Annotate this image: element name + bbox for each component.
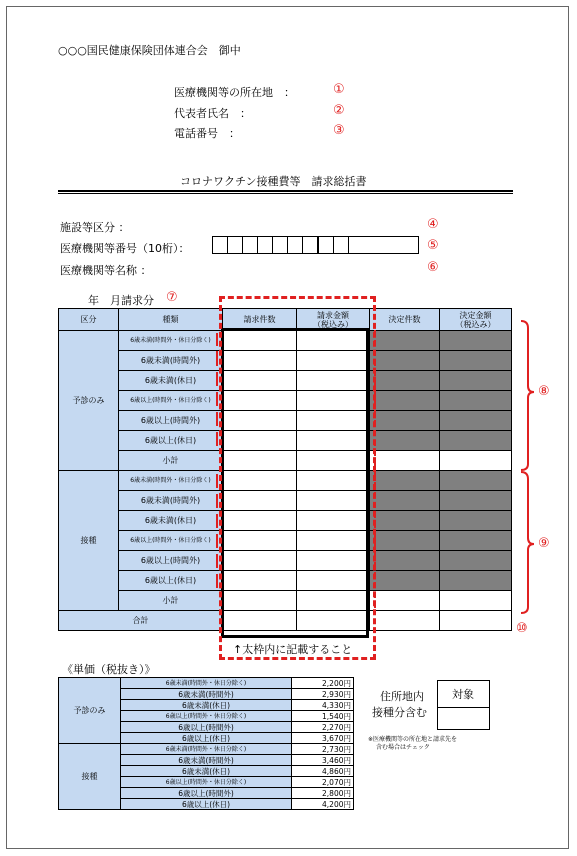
marker-6: ⑥	[427, 260, 439, 275]
address-box-note-1: ※医療機関等の所在地と請求先を	[368, 736, 458, 743]
facility-code-label: 医療機関等番号（10桁）：	[60, 242, 190, 255]
price-value: 2,800円	[292, 788, 354, 799]
price-row-label: 6歳以上(時間外・休日分除く)	[121, 711, 292, 722]
address-box-checkbox[interactable]	[438, 707, 490, 730]
address-box-note-2: 含む場合はチェック	[376, 744, 430, 751]
row-label: 6歳以上(時間外・休日分除く)	[119, 531, 223, 551]
price-row-label: 6歳以上(時間外)	[121, 788, 292, 799]
row-label: 6歳未満(休日)	[119, 511, 223, 531]
row-label: 6歳未満(休日)	[119, 371, 223, 391]
group-sesshu: 接種	[59, 471, 119, 611]
address-label: 医療機関等の所在地 ：	[174, 86, 295, 99]
marker-3: ③	[333, 123, 345, 138]
price-row-label: 6歳未満(時間外・休日分除く)	[121, 678, 292, 689]
price-row-label: 6歳未満(休日)	[121, 700, 292, 711]
row-label: 6歳以上(時間外)	[119, 551, 223, 571]
price-row-label: 6歳以上(時間外・休日分除く)	[121, 777, 292, 788]
row-label: 6歳以上(休日)	[119, 571, 223, 591]
row-label: 6歳未満(時間外)	[119, 351, 223, 371]
representative-label: 代表者氏名 ：	[174, 107, 251, 120]
price-value: 3,460円	[292, 755, 354, 766]
row-label: 6歳以上(時間外・休日分除く)	[119, 391, 223, 411]
price-row-label: 6歳未満(休日)	[121, 766, 292, 777]
price-value: 1,540円	[292, 711, 354, 722]
row-label: 6歳未満(時間外・休日分除く)	[119, 331, 223, 351]
price-row-label: 6歳以上(休日)	[121, 799, 292, 810]
price-row-label: 6歳未満(時間外)	[121, 755, 292, 766]
marker-10: ⑩	[516, 621, 528, 636]
price-group-yoshin-only: 予診のみ	[59, 678, 121, 744]
header-claim-amount: 請求金額 （税込み）	[297, 309, 370, 331]
header-shurui: 種類	[119, 309, 223, 331]
price-row-label: 6歳未満(時間外・休日分除く)	[121, 744, 292, 755]
telephone-label: 電話番号 ：	[174, 127, 240, 140]
header-decided-count: 決定件数	[370, 309, 440, 331]
unit-price-title: 《単価（税抜き）》	[62, 663, 156, 676]
document-title: コロナワクチン接種費等 請求総括書	[180, 175, 367, 188]
price-value: 3,670円	[292, 733, 354, 744]
marker-1: ①	[333, 82, 345, 97]
marker-4: ④	[427, 217, 439, 232]
row-label: 6歳以上(休日)	[119, 431, 223, 451]
price-value: 2,730円	[292, 744, 354, 755]
row-label: 6歳未満(時間外)	[119, 491, 223, 511]
unit-price-table	[58, 677, 354, 810]
price-value: 2,070円	[292, 777, 354, 788]
address-box-target-label: 対象	[452, 688, 474, 701]
price-row-label: 6歳以上(時間外)	[121, 722, 292, 733]
billing-month-label: 年 月請求分	[88, 294, 154, 307]
marker-2: ②	[333, 103, 345, 118]
facility-name-label: 医療機関等名称 ：	[60, 264, 152, 277]
subtotal-label: 小計	[119, 451, 223, 471]
thick-frame-note: ↑太枠内に記載すること	[233, 643, 353, 656]
price-value: 4,200円	[292, 799, 354, 810]
header-kubun: 区分	[59, 309, 119, 331]
row-label: 6歳未満(時間外・休日分除く)	[119, 471, 223, 491]
price-value: 4,330円	[292, 700, 354, 711]
header-claim-count: 請求件数	[223, 309, 297, 331]
price-value: 4,860円	[292, 766, 354, 777]
subtotal-label: 小計	[119, 591, 223, 611]
address-box-label-1: 住所地内	[380, 690, 424, 703]
row-label: 6歳以上(時間外)	[119, 411, 223, 431]
address-box-label-2: 接種分含む	[372, 706, 427, 719]
marker-5: ⑤	[427, 238, 439, 253]
price-value: 2,930円	[292, 689, 354, 700]
total-label: 合計	[59, 611, 223, 631]
price-value: 2,200円	[292, 678, 354, 689]
group-yoshin-only: 予診のみ	[59, 331, 119, 471]
price-group-sesshu: 接種	[59, 744, 121, 810]
facility-type-label: 施設等区分 ：	[60, 221, 130, 234]
marker-8: ⑧	[538, 384, 550, 399]
marker-9: ⑨	[538, 536, 550, 551]
marker-7: ⑦	[166, 290, 178, 305]
price-value: 2,270円	[292, 722, 354, 733]
header-decided-amount: 決定金額 （税込み）	[440, 309, 512, 331]
price-row-label: 6歳未満(時間外)	[121, 689, 292, 700]
price-row-label: 6歳以上(休日)	[121, 733, 292, 744]
addressee: ○○○国民健康保険団体連合会 御中	[58, 44, 241, 57]
